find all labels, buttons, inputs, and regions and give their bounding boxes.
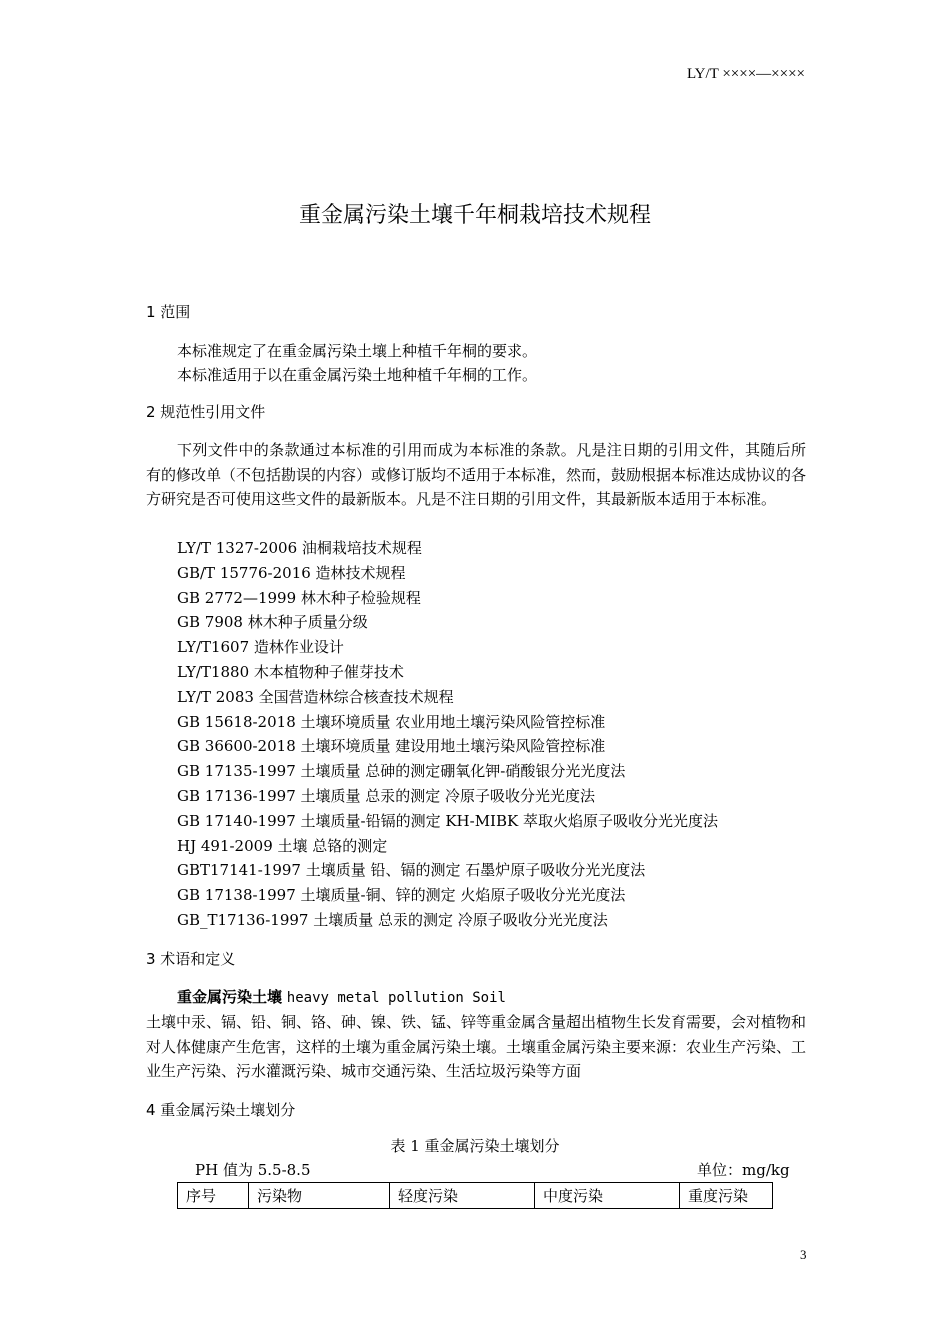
unit-note: 单位：mg/kg (697, 1161, 790, 1179)
reference-item: GB_T17136-1997 土壤质量 总汞的测定 冷原子吸收分光光度法 (177, 910, 608, 929)
document-code: LY/T ××××—×××× (687, 66, 805, 82)
reference-item: GB 15618-2018 土壤环境质量 农业用地土壤污染风险管控标准 (177, 712, 606, 731)
section-1-line: 本标准规定了在重金属污染土壤上种植千年桐的要求。 (177, 342, 538, 360)
table-caption: 表 1 重金属污染土壤划分 (390, 1137, 560, 1155)
reference-item: GB 17138-1997 土壤质量-铜、锌的测定 火焰原子吸收分光光度法 (177, 886, 626, 905)
reference-item: LY/T1607 造林作业设计 (177, 638, 344, 657)
reference-item: GB/T 15776-2016 造林技术规程 (177, 563, 406, 582)
term-name: 重金属污染土壤 (177, 988, 283, 1006)
reference-item: GB 36600-2018 土壤环境质量 建设用地土壤污染风险管控标准 (177, 737, 606, 756)
table-header-cell: 污染物 (249, 1183, 390, 1209)
reference-item: GB 7908 林木种子质量分级 (177, 613, 368, 632)
ph-note: PH 值为 5.5-8.5 (195, 1161, 311, 1179)
term-english: heavy metal pollution Soil (286, 990, 506, 1006)
table-header-cell: 中度污染 (535, 1183, 680, 1209)
term-definition: 土壤中汞、镉、铅、铜、铬、砷、镍、铁、锰、锌等重金属含量超出植物生长发育需要，会对植物和对人体健康产生危害，这样的土壤为重金属污染土壤。土壤重金属污染主要来源：农业生产污染、工业生产污染、污水灌溉污染、城市交通污染、生活垃圾污染等方面 (146, 1013, 807, 1080)
reference-item: GB 2772—1999 林木种子检验规程 (177, 588, 421, 607)
section-4-heading: 4 重金属污染土壤划分 (146, 1101, 296, 1119)
section-1-heading: 1 范围 (146, 303, 191, 321)
table-header-cell: 重度污染 (680, 1183, 773, 1209)
table-header-cell: 轻度污染 (390, 1183, 535, 1209)
reference-item: GB 17140-1997 土壤质量-铅镉的测定 KH-MIBK 萃取火焰原子吸收分光光度法 (177, 811, 718, 830)
reference-item: LY/T1880 木本植物种子催芽技术 (177, 662, 404, 681)
reference-item: LY/T 1327-2006 油桐栽培技术规程 (177, 539, 422, 557)
document-title: 重金属污染土壤千年桐栽培技术规程 (298, 203, 651, 228)
section-2-paragraph (146, 438, 806, 512)
page-number: 3 (800, 1247, 807, 1262)
reference-item: GBT17141-1997 土壤质量 铅、镉的测定 石墨炉原子吸收分光光度法 (177, 861, 646, 880)
table-header-cell: 序号 (178, 1183, 249, 1209)
term-entry (177, 986, 506, 1007)
table-header-row (178, 1183, 773, 1209)
section-3-heading: 3 术语和定义 (146, 950, 236, 968)
section-2-heading: 2 规范性引用文件 (146, 403, 266, 421)
reference-item: LY/T 2083 全国营造林综合核查技术规程 (177, 687, 454, 706)
reference-item: HJ 491-2009 土壤 总铬的测定 (177, 836, 388, 855)
section-2-paragraph-text: 下列文件中的条款通过本标准的引用而成为本标准的条款。凡是注日期的引用文件，其随后所有的修改单（不包括勘误的内容）或修订版均不适用于本标准，然而，鼓励根据本标准达成协议的各方研究是否可使用这些文件的最新版本。凡是不注日期的引用文件，其最新版本适用于本标准。 (146, 441, 807, 508)
section-1-line: 本标准适用于以在重金属污染土地种植千年桐的工作。 (177, 366, 538, 384)
reference-list (177, 536, 718, 933)
classification-table (177, 1182, 773, 1209)
reference-item: GB 17136-1997 土壤质量 总汞的测定 冷原子吸收分光光度法 (177, 786, 596, 805)
reference-item: GB 17135-1997 土壤质量 总砷的测定硼氧化钾-硝酸银分光光度法 (177, 762, 626, 781)
